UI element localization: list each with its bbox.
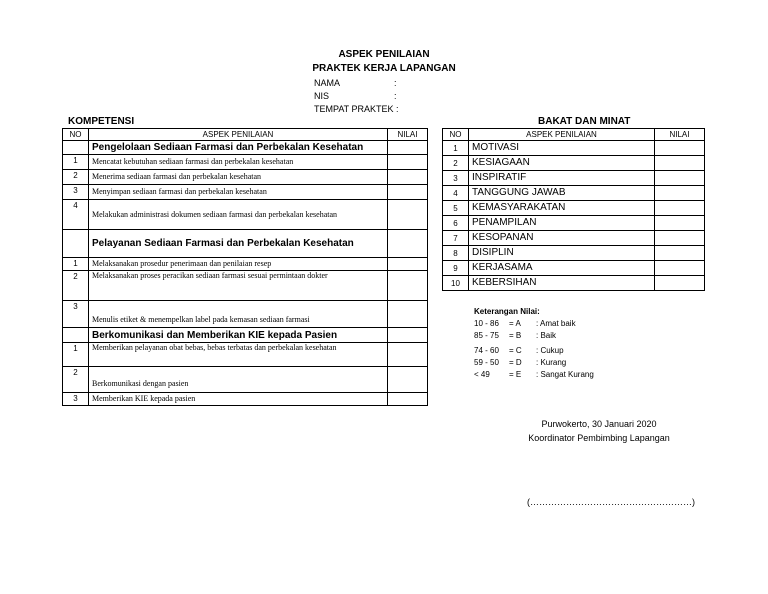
student-info <box>314 77 399 116</box>
grade-legend <box>474 306 594 381</box>
group-title-pengelolaan: Pengelolaan Sediaan Farmasi dan Perbekalan Kesehatan <box>89 141 388 155</box>
col-aspek: ASPEK PENILAIAN <box>89 129 388 141</box>
bakat-heading: BAKAT DAN MINAT <box>538 116 631 127</box>
nilai-cell[interactable] <box>388 170 428 185</box>
table-row: 2 Menerima sediaan farmasi dan perbekalan kesehatan <box>63 170 428 185</box>
nilai-cell[interactable] <box>388 301 428 328</box>
signature-place-date: Purwokerto, 30 Januari 2020 <box>541 419 657 429</box>
info-row-tempat: TEMPAT PRAKTEK : <box>314 104 399 114</box>
table-row: 7 KESOPANAN <box>443 231 705 246</box>
col-no: NO <box>443 129 469 141</box>
nilai-cell[interactable] <box>388 155 428 170</box>
table-row: 1 Melaksanakan prosedur penerimaan dan penilaian resep <box>63 258 428 271</box>
group-row <box>63 328 428 343</box>
grade-row: 10 - 86 = A : Amat baik <box>474 319 576 328</box>
table-row: 1 Mencatat kebutuhan sediaan farmasi dan perbekalan kesehatan <box>63 155 428 170</box>
grade-row: < 49 = E : Sangat Kurang <box>474 370 594 379</box>
group-title-kie: Berkomunikasi dan Memberikan KIE kepada Pasien <box>89 328 388 343</box>
table-row: 10 KEBERSIHAN <box>443 276 705 291</box>
grade-row: 74 - 60 = C : Cukup <box>474 346 564 355</box>
nilai-cell[interactable] <box>655 216 705 231</box>
info-row-nis: NIS : <box>314 91 397 101</box>
grade-row: 59 - 50 = D : Kurang <box>474 358 567 367</box>
nilai-cell[interactable] <box>388 141 428 155</box>
table-header-row <box>443 129 705 141</box>
col-no: NO <box>63 129 89 141</box>
table-row: 4 TANGGUNG JAWAB <box>443 186 705 201</box>
group-row <box>63 230 428 258</box>
table-header-row <box>63 129 428 141</box>
table-row: 9 KERJASAMA <box>443 261 705 276</box>
table-row: 6 PENAMPILAN <box>443 216 705 231</box>
grade-row: 85 - 75 = B : Baik <box>474 331 557 340</box>
col-nilai: NILAI <box>388 129 428 141</box>
table-row: 2 Melaksanakan proses peracikan sediaan farmasi sesuai permintaan dokter <box>63 271 428 301</box>
nilai-cell[interactable] <box>655 156 705 171</box>
table-row: 1 Memberikan pelayanan obat bebas, bebas terbatas dan perbekalan kesehatan <box>63 343 428 367</box>
kompetensi-table <box>62 128 428 406</box>
nilai-cell[interactable] <box>655 171 705 186</box>
table-row: 3 Menyimpan sediaan farmasi dan perbekalan kesehatan <box>63 185 428 200</box>
nilai-cell[interactable] <box>655 186 705 201</box>
group-title-pelayanan: Pelayanan Sediaan Farmasi dan Perbekalan Kesehatan <box>89 230 388 258</box>
table-row: 4 Melakukan administrasi dokumen sediaan farmasi dan perbekalan kesehatan <box>63 200 428 230</box>
nilai-cell[interactable] <box>388 367 428 393</box>
table-row: 3 INSPIRATIF <box>443 171 705 186</box>
nilai-cell[interactable] <box>388 230 428 258</box>
table-row: 3 Memberikan KIE kepada pasien <box>63 393 428 406</box>
bakat-table <box>442 128 705 291</box>
signature-role: Koordinator Pembimbing Lapangan <box>528 433 670 443</box>
nilai-cell[interactable] <box>388 328 428 343</box>
nilai-cell[interactable] <box>388 258 428 271</box>
nilai-cell[interactable] <box>388 393 428 406</box>
table-row: 2 KESIAGAAN <box>443 156 705 171</box>
group-row <box>63 141 428 155</box>
kompetensi-heading: KOMPETENSI <box>68 116 135 127</box>
nilai-cell[interactable] <box>388 185 428 200</box>
signature-name-line: (………………………………………………) <box>527 497 695 507</box>
nilai-cell[interactable] <box>655 261 705 276</box>
document-title: ASPEK PENILAIAN <box>338 49 430 60</box>
table-row: 3 Menulis etiket & menempelkan label pada kemasan sediaan farmasi <box>63 301 428 328</box>
table-row: 1 MOTIVASI <box>443 141 705 156</box>
nilai-cell[interactable] <box>655 246 705 261</box>
nilai-cell[interactable] <box>655 276 705 291</box>
col-aspek: ASPEK PENILAIAN <box>469 129 655 141</box>
table-row: 5 KEMASYARAKATAN <box>443 201 705 216</box>
nilai-cell[interactable] <box>388 200 428 230</box>
nilai-cell[interactable] <box>388 343 428 367</box>
info-row-nama: NAMA : <box>314 78 397 88</box>
col-nilai: NILAI <box>655 129 705 141</box>
table-row: 8 DISIPLIN <box>443 246 705 261</box>
document-subtitle: PRAKTEK KERJA LAPANGAN <box>312 63 456 74</box>
table-row: 2 Berkomunikasi dengan pasien <box>63 367 428 393</box>
nilai-cell[interactable] <box>655 231 705 246</box>
nilai-cell[interactable] <box>655 141 705 156</box>
nilai-cell[interactable] <box>388 271 428 301</box>
nilai-cell[interactable] <box>655 201 705 216</box>
grade-legend-title: Keterangan Nilai: <box>474 307 540 316</box>
